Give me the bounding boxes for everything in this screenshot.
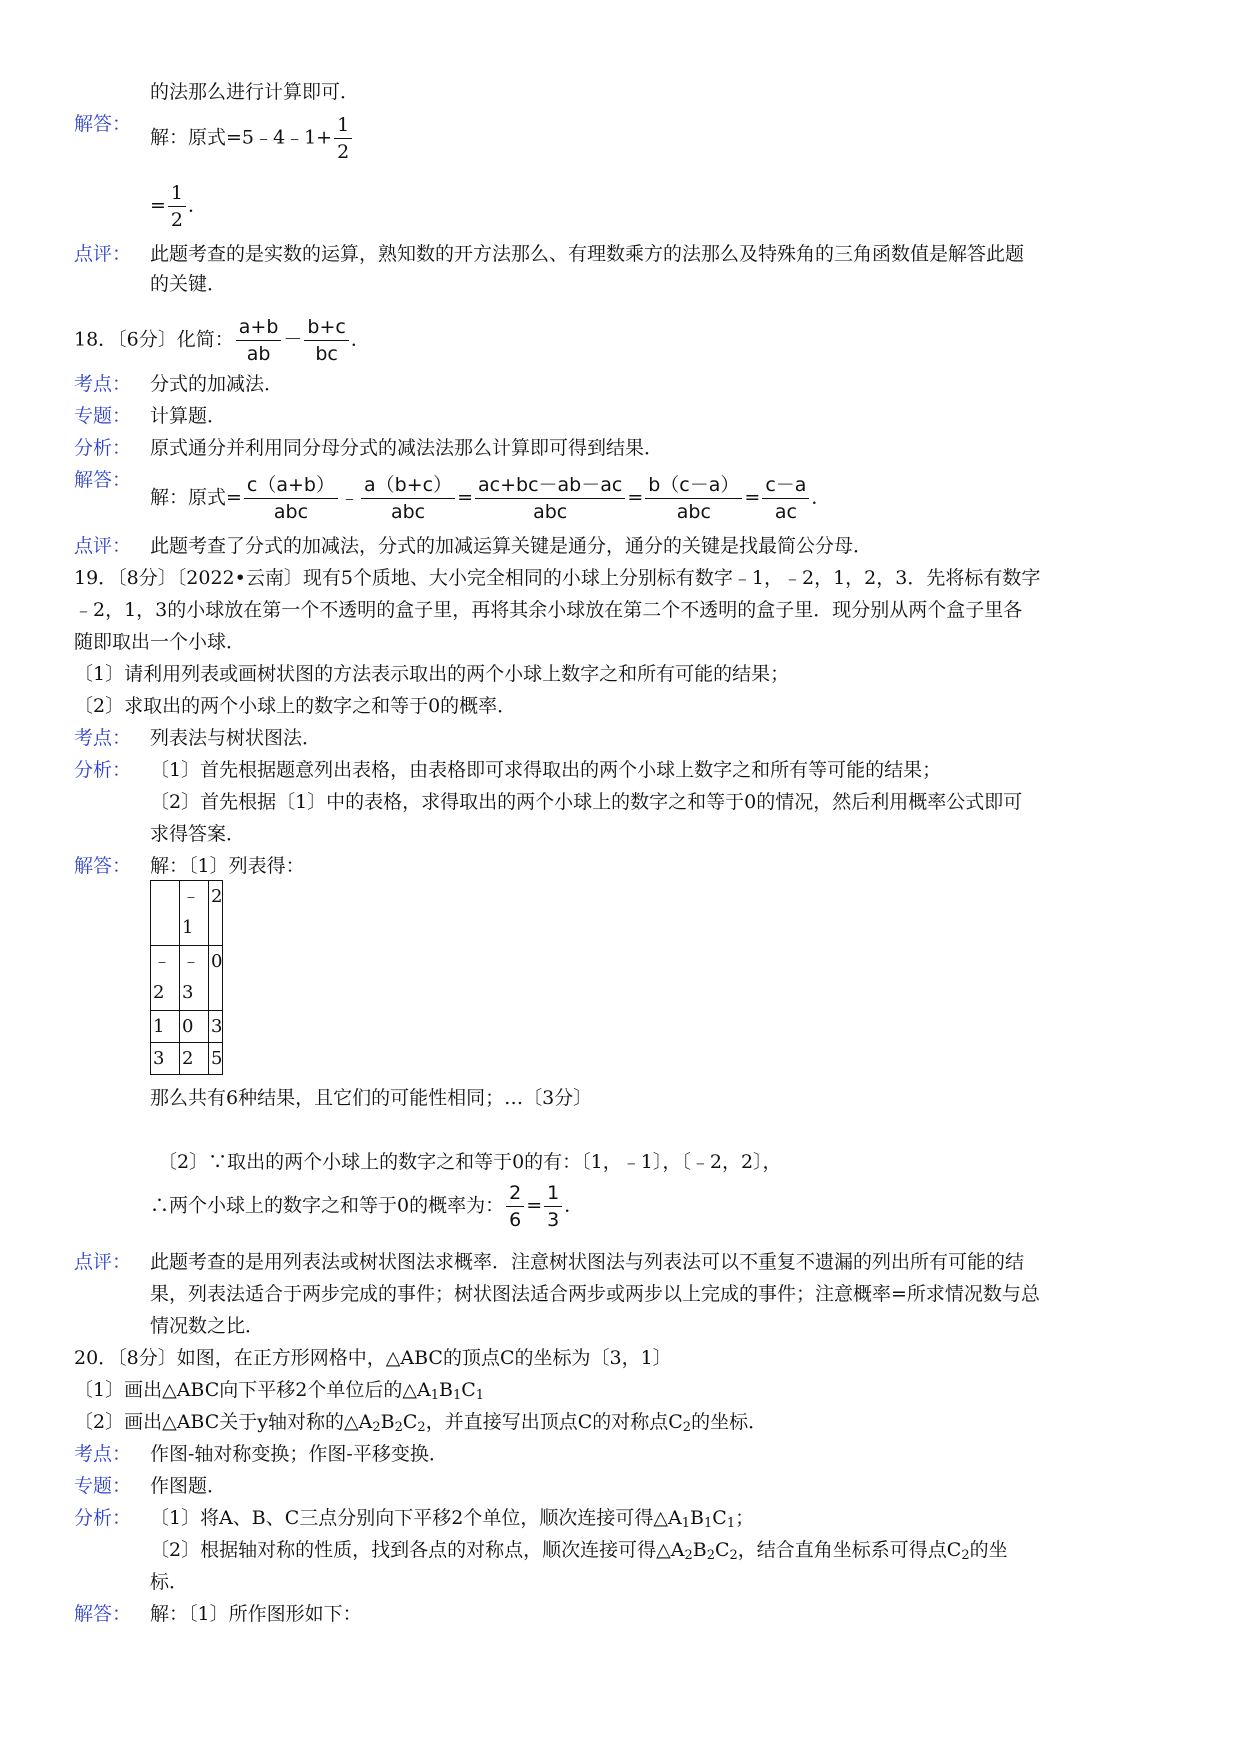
fraction bbox=[475, 474, 625, 523]
question-text: 18．〔6分〕化简： bbox=[74, 328, 234, 351]
dianping-label: 点评： bbox=[74, 535, 132, 557]
numerator: c（a+b） bbox=[244, 474, 338, 499]
denominator: 2 bbox=[337, 141, 350, 163]
answer-text: 解：原式=5﹣4﹣1+ bbox=[150, 126, 333, 149]
question-19-part: 〔2〕求取出的两个小球上的数字之和等于0的概率． bbox=[74, 695, 517, 717]
table-cell: 1 bbox=[151, 1011, 180, 1043]
jieda-text: 解：〔1〕列表得： bbox=[150, 855, 305, 877]
fenxi-text: 〔1〕首先根据题意列出表格，由表格即可求得取出的两个小球上数字之和所有等可能的结果； bbox=[150, 759, 942, 781]
denominator: abc bbox=[533, 501, 568, 523]
fraction bbox=[645, 474, 742, 523]
subscript: 2 bbox=[394, 1420, 403, 1435]
table-cell: 0 bbox=[180, 1011, 209, 1043]
fenxi-text: 原式通分并利用同分母分式的减法法那么计算即可得到结果． bbox=[150, 437, 664, 459]
question-19-stem: 19．〔8分〕〔2022•云南〕现有5个质地、大小完全相同的小球上分别标有数字﹣1，﹣2，1，2，3．先将标有数字 bbox=[74, 567, 1041, 589]
subscript: 1 bbox=[703, 1516, 713, 1531]
table-cell: 2 bbox=[180, 1043, 209, 1075]
fraction bbox=[506, 1182, 524, 1231]
fenxi-part: C bbox=[714, 1539, 730, 1561]
part-text: ，并直接写出顶点C的对称点C bbox=[425, 1411, 683, 1433]
denominator: abc bbox=[676, 501, 711, 523]
fenxi-part: ，结合直角坐标系可得点C bbox=[737, 1539, 962, 1561]
fenxi-part: 〔1〕将A、B、C三点分别向下平移2个单位，顺次连接可得△A bbox=[150, 1507, 682, 1529]
question-19-part: 〔1〕请利用列表或画树状图的方法表示取出的两个小球上数字之和所有可能的结果； bbox=[74, 663, 790, 685]
kaodian-label: 考点： bbox=[74, 727, 132, 749]
table-cell: ﹣ 2 bbox=[151, 946, 180, 1011]
numerator: b（c－a） bbox=[645, 474, 742, 499]
fenxi-text: 〔2〕首先根据〔1〕中的表格，求得取出的两个小球上的数字之和等于0的情况，然后利用概率公式即可 bbox=[150, 791, 1023, 813]
zhuanti-text: 计算题． bbox=[150, 405, 227, 427]
fenxi-text bbox=[150, 1538, 1008, 1562]
answer-text: = bbox=[150, 194, 166, 217]
fraction bbox=[168, 182, 186, 231]
table-cell: 0 bbox=[209, 946, 223, 1011]
punctuation: ． bbox=[564, 1194, 584, 1217]
operator: = bbox=[744, 486, 761, 509]
table-cell: ﹣ 3 bbox=[180, 946, 209, 1011]
dianping-text: 此题考查的是用列表法或树状图法求概率．注意树状图法与列表法可以不重复不遗漏的列出所有可能的结 bbox=[150, 1251, 1025, 1273]
denominator: ab bbox=[246, 343, 271, 365]
result-text: 那么共有6种结果，且它们的可能性相同；…〔3分〕 bbox=[150, 1087, 593, 1109]
question-19-stem: 随即取出一个小球． bbox=[74, 631, 246, 653]
kaodian-text: 分式的加减法． bbox=[150, 373, 284, 395]
fenxi-part: B bbox=[690, 1507, 704, 1529]
fraction bbox=[361, 474, 455, 523]
subscript: 1 bbox=[726, 1516, 736, 1531]
subscript: 1 bbox=[681, 1516, 691, 1531]
operator: = bbox=[526, 1194, 543, 1217]
subscript: 2 bbox=[961, 1548, 970, 1563]
denominator: abc bbox=[390, 501, 426, 523]
denominator: bc bbox=[315, 343, 338, 365]
dianping-label: 点评： bbox=[74, 1251, 132, 1273]
table-cell bbox=[151, 881, 180, 946]
subscript: 1 bbox=[452, 1388, 462, 1403]
dianping-text: 此题考查了分式的加减法，分式的加减运算关键是通分，通分的关键是找最简公分母． bbox=[150, 535, 873, 557]
numerator: a（b+c） bbox=[361, 474, 455, 499]
answer-label: 解答： bbox=[74, 113, 132, 135]
table-cell: ﹣ 1 bbox=[180, 881, 209, 946]
jieda-label: 解答： bbox=[74, 1603, 132, 1625]
zhuanti-label: 专题： bbox=[74, 405, 132, 427]
denominator: 3 bbox=[547, 1209, 560, 1231]
operator: = bbox=[627, 486, 644, 509]
fenxi-label: 分析： bbox=[74, 437, 132, 459]
punctuation: ． bbox=[811, 486, 831, 509]
part2-text: 〔2〕∵取出的两个小球上的数字之和等于0的有：〔1，﹣1〕，〔﹣2，2〕， bbox=[158, 1151, 782, 1173]
table-cell: 3 bbox=[151, 1043, 180, 1075]
probability-line bbox=[150, 1182, 583, 1231]
answer-line bbox=[150, 182, 207, 231]
subscript: 2 bbox=[729, 1548, 738, 1563]
question-18 bbox=[74, 316, 370, 365]
fenxi-part: 的坐 bbox=[969, 1539, 1008, 1561]
numerator: 1 bbox=[334, 114, 352, 139]
denominator: 6 bbox=[509, 1209, 522, 1231]
zhuanti-label: 专题： bbox=[74, 1475, 132, 1497]
subscript: 2 bbox=[684, 1548, 693, 1563]
numerator: 1 bbox=[168, 182, 186, 207]
part-text: B bbox=[380, 1411, 395, 1433]
comment-label: 点评： bbox=[74, 243, 132, 265]
numerator: b+c bbox=[304, 316, 348, 341]
question-20-part bbox=[74, 1378, 484, 1402]
fenxi-part: ； bbox=[735, 1507, 755, 1529]
dianping-text: 果，列表法适合于两步完成的事件；树状图法适合两步或两步以上完成的事件；注意概率=所求情况数与总 bbox=[150, 1283, 1040, 1305]
fenxi-part: C bbox=[712, 1507, 727, 1529]
denominator: abc bbox=[273, 501, 309, 523]
question-19-stem: ﹣2，1，3的小球放在第一个不透明的盒子里，再将其余小球放在第二个不透明的盒子里．现分别从两个盒子里各 bbox=[74, 599, 1023, 621]
fraction bbox=[236, 316, 282, 365]
fraction bbox=[334, 114, 352, 163]
operator: ﹣ bbox=[340, 486, 360, 509]
subscript: 2 bbox=[682, 1420, 692, 1435]
question-20-part bbox=[74, 1410, 767, 1434]
part-text: 的坐标． bbox=[691, 1411, 768, 1433]
solution-equation bbox=[150, 474, 830, 523]
part-text: C bbox=[461, 1379, 476, 1401]
kaodian-label: 考点： bbox=[74, 373, 132, 395]
fenxi-label: 分析： bbox=[74, 1507, 132, 1529]
part-text: 〔1〕画出△ABC向下平移2个单位后的△A bbox=[74, 1379, 431, 1401]
fraction bbox=[244, 474, 338, 523]
numerator: c－a bbox=[762, 474, 809, 499]
fraction bbox=[544, 1182, 562, 1231]
numerator: 1 bbox=[544, 1182, 562, 1207]
fenxi-text: 标． bbox=[150, 1571, 189, 1593]
numerator: 2 bbox=[506, 1182, 524, 1207]
fenxi-text bbox=[150, 1506, 754, 1530]
subscript: 1 bbox=[475, 1388, 485, 1403]
fenxi-text: 求得答案． bbox=[150, 823, 246, 845]
fraction bbox=[304, 316, 348, 365]
punctuation: ． bbox=[350, 328, 370, 351]
sum-table bbox=[150, 880, 223, 1075]
subscript: 2 bbox=[372, 1420, 381, 1435]
denominator: 2 bbox=[170, 209, 184, 231]
table-cell: 5 bbox=[209, 1043, 223, 1075]
answer-text: ． bbox=[188, 194, 208, 217]
numerator: a+b bbox=[236, 316, 282, 341]
part-text: B bbox=[438, 1379, 453, 1401]
numerator: ac+bc－ab－ac bbox=[475, 474, 625, 499]
denominator: ac bbox=[774, 501, 797, 523]
subscript: 1 bbox=[430, 1388, 439, 1403]
subscript: 2 bbox=[417, 1420, 426, 1435]
fenxi-part: 〔2〕根据轴对称的性质，找到各点的对称点，顺次连接可得△A bbox=[150, 1539, 685, 1561]
part-text: 〔2〕画出△ABC关于y轴对称的△A bbox=[74, 1411, 373, 1433]
table-cell: 3 bbox=[209, 1011, 223, 1043]
jieda-label: 解答： bbox=[74, 469, 132, 491]
operator: － bbox=[283, 328, 303, 351]
question-20-stem: 20．〔8分〕如图，在正方形网格中，△ABC的顶点C的坐标为〔3，1〕 bbox=[74, 1347, 672, 1369]
fenxi-label: 分析： bbox=[74, 759, 132, 781]
table-cell: 2 bbox=[209, 881, 223, 946]
text-line: 的法那么进行计算即可． bbox=[150, 81, 360, 103]
answer-line bbox=[150, 114, 354, 163]
jieda-text: 解：〔1〕所作图形如下： bbox=[150, 1603, 362, 1625]
probability-text: ∴两个小球上的数字之和等于0的概率为： bbox=[150, 1194, 505, 1217]
subscript: 2 bbox=[706, 1548, 715, 1563]
kaodian-text: 列表法与树状图法． bbox=[150, 727, 322, 749]
kaodian-label: 考点： bbox=[74, 1443, 132, 1465]
dianping-text: 情况数之比． bbox=[150, 1315, 265, 1337]
kaodian-text: 作图-轴对称变换；作图-平移变换． bbox=[150, 1443, 448, 1465]
part-text: C bbox=[402, 1411, 418, 1433]
solution-text: 解：原式= bbox=[150, 486, 242, 509]
fraction bbox=[762, 474, 809, 523]
jieda-label: 解答： bbox=[74, 855, 132, 877]
fenxi-part: B bbox=[692, 1539, 707, 1561]
operator: = bbox=[457, 486, 474, 509]
comment-text: 的关键． bbox=[150, 273, 227, 295]
zhuanti-text: 作图题． bbox=[150, 1475, 227, 1497]
comment-text: 此题考查的是实数的运算，熟知数的开方法那么、有理数乘方的法那么及特殊角的三角函数值是解答此题 bbox=[150, 243, 1025, 265]
